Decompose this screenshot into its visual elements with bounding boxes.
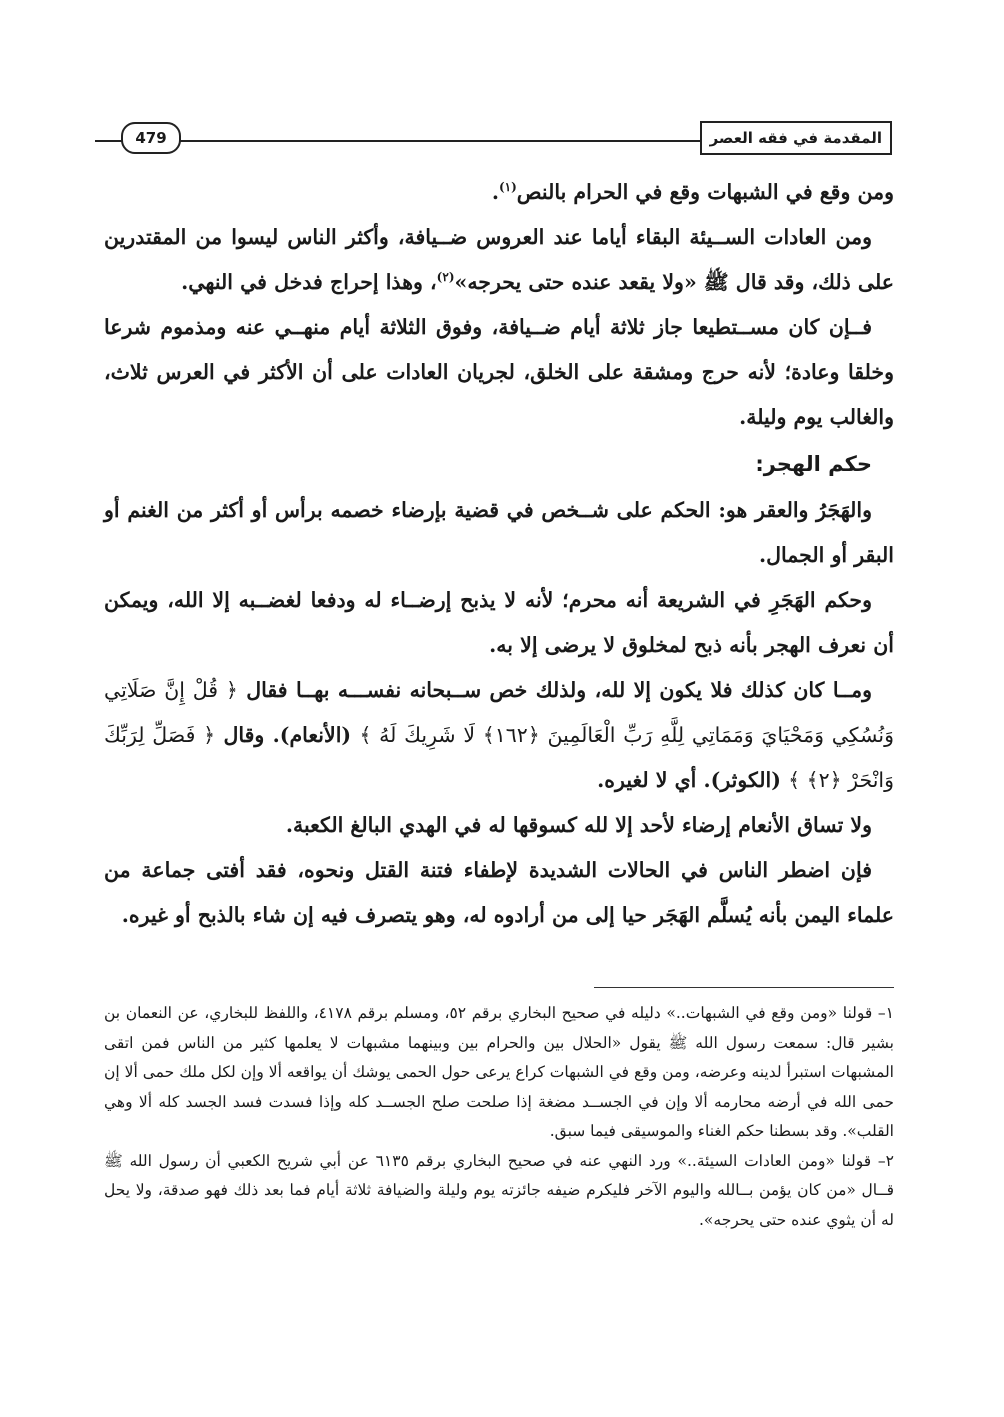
paragraph-2	[104, 215, 894, 305]
page-header	[95, 118, 892, 158]
main-text	[104, 170, 894, 938]
paragraph-6	[104, 668, 894, 803]
paragraph-5: وحكم الهَجَرِ في الشريعة أنه محرم؛ لأنه لا يذبح إرضــاء له ودفعا لغضــبه إلا الله، ويمكن أن نعرف الهجر بأنه ذبح لمخلوق لا يرضى إلا به.	[104, 588, 894, 657]
footnotes	[104, 999, 894, 1235]
paragraph-8: فإن اضطر الناس في الحالات الشديدة لإطفاء فتنة القتل ونحوه، فقد أفتى جماعة من علماء اليمن بأنه يُسلَّم الهَجَر حيا إلى من أرادوه له، وهو يتصرف فيه إن شاء بالذبح أو غيره.	[104, 858, 894, 927]
footnote-1: ١– قولنا «ومن وقع في الشبهات..» دليله في صحيح البخاري برقم ٥٢، ومسلم برقم ٤١٧٨، واللفظ للبخاري، عن النعمان بن بشير قال: سمعت رسول الله ﷺ يقول «الحلال بين والحرام بين وبينهما مشبهات لا يعلمها كثير من الناس فمن اتقى المشبهات استبرأ لدينه وعرضه، ومن وقع في الشبهات كراع يرعى حول الحمى يوشك أن يواقعه ألا وإن لكل ملك حمى ألا إن حمى الله في أرضه محارمه ألا وإن في الجســد مضغة إذا صلحت صلح الجســد كله وإذا فسدت فسد الجسد كله ألا وهي القلب». وقد بسطنا حكم الغناء والموسيقى فيما سبق.	[104, 1004, 894, 1140]
footnote-separator	[594, 987, 894, 988]
paragraph-2-text: ومن العادات الســيئة البقاء أياما عند العروس ضــيافة، وأكثر الناس ليسوا من المقتدرين على ذلك، وقد قال ﷺ «ولا يقعد عنده حتى يحرجه»	[104, 225, 894, 294]
paragraph-7: ولا تساق الأنعام إرضاء لأحد إلا لله كسوقها له في الهدي البالغ الكعبة.	[285, 813, 872, 837]
paragraph-1	[104, 170, 894, 215]
footnote-ref-2[interactable]: (٢)	[436, 270, 455, 285]
quran-verse-2: ﴿ فَصَلِّ لِرَبِّكَ وَانْحَرْ ﴿٢﴾ ﴾	[104, 723, 894, 792]
paragraph-6-text-c: (الكوثر). أي لا لغيره.	[597, 768, 789, 792]
section-heading: حكم الهجر:	[755, 452, 872, 476]
paragraph-1-text: ومن وقع في الشبهات وقع في الحرام بالنص	[516, 180, 894, 204]
quran-verse-1: ﴿ قُلْ إِنَّ صَلَاتِي وَنُسُكِي وَمَحْيَايَ وَمَمَاتِي لِلَّهِ رَبِّ الْعَالَمِينَ ﴿١٦٢﴾ لَا شَرِيكَ لَهُ ﴾	[104, 678, 894, 747]
footnote-2: ٢– قولنا «ومن العادات السيئة..» ورد النهي عنه في صحيح البخاري برقم ٦١٣٥ عن أبي شريح الكعبي أن رسول الله ﷺ قــال «من كان يؤمن بــالله واليوم الآخر فليكرم ضيفه جائزته يوم وليلة والضيافة ثلاثة أيام فما بعد ذلك فهو صدقة، ولا يحل له أن يثوي عنده حتى يحرجه».	[104, 1151, 894, 1229]
paragraph-6-text-b: (الأنعام). وقال	[215, 723, 360, 747]
paragraph-2-end: ، وهذا إحراج فدخل في النهي.	[181, 270, 437, 294]
page-number: 479	[121, 122, 181, 154]
footnote-ref-1[interactable]: (١)	[498, 180, 517, 195]
paragraph-1-end: .	[491, 180, 499, 204]
paragraph-4: والهَجَرُ والعقر هو: الحكم على شــخص في قضية بإرضاء خصمه برأس أو أكثر من الغنم أو البقر أو الجمال.	[104, 498, 894, 567]
running-title: المقدمة في فقه العصر	[700, 121, 892, 155]
paragraph-6-text-a: ومــا كان كذلك فلا يكون إلا لله، ولذلك خص ســبحانه نفســـه بهــا فقال	[237, 678, 872, 702]
paragraph-3: فــإن كان مســتطيعا جاز ثلاثة أيام ضــيافة، وفوق الثلاثة أيام منهــي عنه ومذموم شرعا وخلقا وعادة؛ لأنه حرج ومشقة على الخلق، لجريان العادات على أن الأكثر في العرس ثلاث، والغالب يوم وليلة.	[104, 315, 894, 429]
